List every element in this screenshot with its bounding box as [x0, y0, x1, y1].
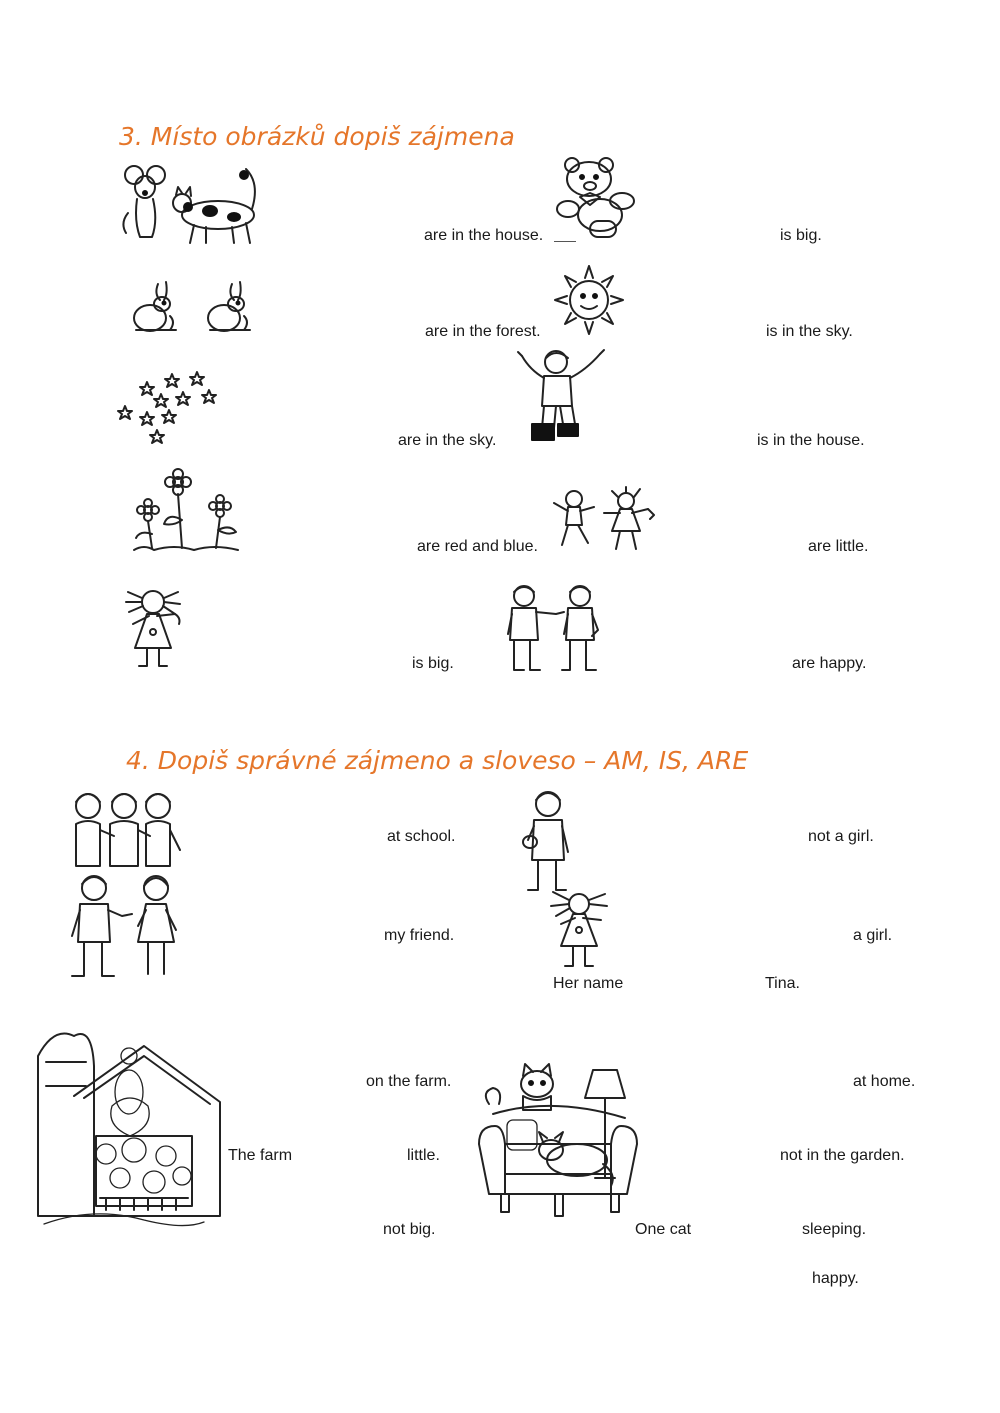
- ex3-sentence-2: is big.: [780, 227, 822, 244]
- ex3-sentence-10: are happy.: [792, 655, 867, 672]
- ex4-sentence-4: a girl.: [853, 927, 893, 944]
- exercise-3-heading: 3. Místo obrázků dopiš zájmena: [119, 122, 515, 151]
- ex4-sentence-6: Tina.: [765, 975, 800, 992]
- two-boys-picture: [500, 582, 608, 678]
- girl-with-pigtails-picture: [542, 888, 616, 974]
- rabbits-picture: [130, 280, 272, 335]
- cats-on-sofa-picture: [473, 1064, 643, 1224]
- sun-picture: [553, 264, 625, 336]
- flowers-picture: [130, 470, 242, 556]
- ex3-sentence-5: are in the sky.: [398, 432, 497, 449]
- mouse-and-cat-picture: [118, 163, 263, 245]
- ex4-sentence-2: not a girl.: [808, 828, 874, 845]
- ex4-sentence-15: happy.: [812, 1270, 859, 1287]
- three-children-picture: [68, 790, 184, 874]
- ex3-sentence-4: is in the sky.: [766, 323, 853, 340]
- ex3-sentence-6: is in the house.: [757, 432, 865, 449]
- girl-picture: [119, 584, 187, 674]
- answer-blank: [554, 241, 576, 242]
- ex4-sentence-7: on the farm.: [366, 1073, 452, 1090]
- ex4-sentence-5: Her name: [553, 975, 624, 992]
- ex3-sentence-3: are in the forest.: [425, 323, 541, 340]
- ex4-sentence-11: not in the garden.: [780, 1147, 905, 1164]
- ex4-sentence-14: sleeping.: [802, 1221, 867, 1238]
- ex4-sentence-9: The farm: [228, 1147, 293, 1164]
- boy-standing-picture: [518, 786, 574, 898]
- ex4-sentence-12: not big.: [383, 1221, 436, 1238]
- exercise-4-heading: 4. Dopiš správné zájmeno a sloveso – AM, IS, ARE: [126, 746, 749, 775]
- ex3-sentence-1: are in the house.: [424, 227, 544, 244]
- boy-and-girl-picture: [548, 487, 666, 555]
- ex4-sentence-13: One cat: [635, 1221, 692, 1238]
- ex4-sentence-8: at home.: [853, 1073, 916, 1090]
- ex4-sentence-1: at school.: [387, 828, 456, 845]
- stars-picture: [117, 370, 222, 450]
- boy-waving-picture: [510, 348, 615, 444]
- ex3-sentence-7: are red and blue.: [417, 538, 538, 555]
- ex3-sentence-8: are little.: [808, 538, 869, 555]
- boy-and-girl-talking-picture: [64, 872, 184, 984]
- ex4-sentence-3: my friend.: [384, 927, 455, 944]
- ex3-sentence-9: is big.: [412, 655, 454, 672]
- teddy-bear-picture: [556, 155, 640, 241]
- ex4-sentence-10: little.: [407, 1147, 440, 1164]
- farm-barn-picture: [34, 1026, 226, 1236]
